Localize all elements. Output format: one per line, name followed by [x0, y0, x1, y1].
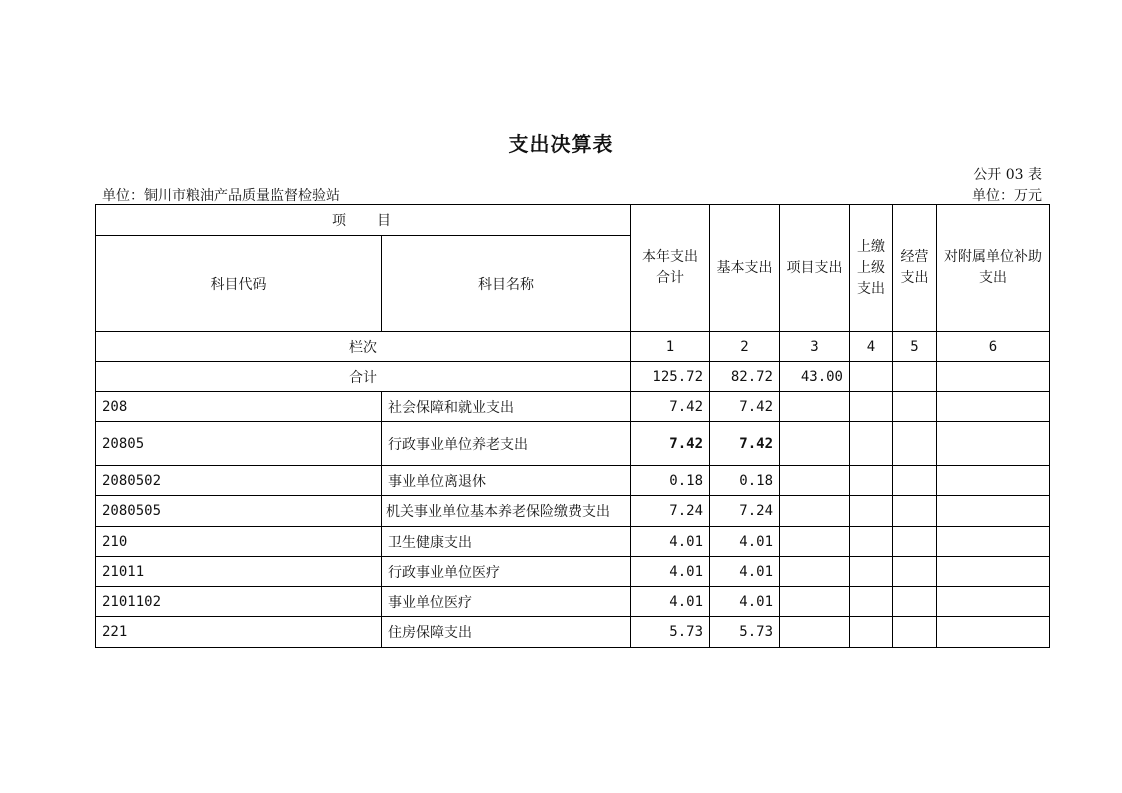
total-cell: 0.18	[631, 466, 710, 496]
business-cell	[893, 466, 937, 496]
upper-cell	[850, 422, 893, 466]
table-row	[96, 587, 1050, 617]
table-row	[96, 422, 1050, 466]
upper-cell	[850, 557, 893, 587]
subsidy-cell	[937, 557, 1050, 587]
subsidy-cell	[937, 362, 1050, 392]
col-row-label: 栏次	[96, 332, 631, 362]
name-cell: 事业单位离退休	[382, 466, 631, 496]
upper-cell	[850, 527, 893, 557]
header-name: 科目名称	[382, 236, 631, 332]
name-cell: 行政事业单位养老支出	[382, 422, 631, 466]
business-cell	[893, 496, 937, 527]
basic-cell: 0.18	[710, 466, 780, 496]
header-upper: 上缴上级支出	[850, 205, 893, 332]
header-code: 科目代码	[96, 236, 382, 332]
business-cell	[893, 362, 937, 392]
subsidy-cell	[937, 422, 1050, 466]
col-number: 3	[780, 332, 850, 362]
total-cell: 7.42	[631, 422, 710, 466]
code-cell: 2101102	[96, 587, 382, 617]
basic-cell: 5.73	[710, 617, 780, 648]
project-cell	[780, 557, 850, 587]
total-row-label: 合计	[96, 362, 631, 392]
upper-cell	[850, 392, 893, 422]
col-number: 6	[937, 332, 1050, 362]
business-cell	[893, 587, 937, 617]
table-row	[96, 617, 1050, 648]
page-title: 支出决算表	[508, 132, 614, 156]
header-basic: 基本支出	[710, 205, 780, 332]
project-cell	[780, 587, 850, 617]
business-cell	[893, 422, 937, 466]
total-cell: 5.73	[631, 617, 710, 648]
project-cell	[780, 422, 850, 466]
basic-cell: 4.01	[710, 527, 780, 557]
unit-currency: 单位：万元	[972, 188, 1042, 204]
header-item-a: 项	[332, 213, 349, 229]
col-number: 2	[710, 332, 780, 362]
table-row	[96, 527, 1050, 557]
basic-cell: 4.01	[710, 587, 780, 617]
project-cell: 43.00	[780, 362, 850, 392]
header-item	[96, 205, 631, 236]
col-number: 5	[893, 332, 937, 362]
upper-cell	[850, 496, 893, 527]
name-cell: 卫生健康支出	[382, 527, 631, 557]
total-cell: 4.01	[631, 557, 710, 587]
code-cell: 210	[96, 527, 382, 557]
table-number: 公开 03 表	[973, 167, 1042, 183]
business-cell	[893, 392, 937, 422]
total-cell: 7.42	[631, 392, 710, 422]
code-cell: 21011	[96, 557, 382, 587]
name-cell: 机关事业单位基本养老保险缴费支出	[382, 496, 631, 527]
total-cell: 4.01	[631, 587, 710, 617]
upper-cell	[850, 466, 893, 496]
business-cell	[893, 527, 937, 557]
name-cell: 事业单位医疗	[382, 587, 631, 617]
header-project: 项目支出	[780, 205, 850, 332]
project-cell	[780, 392, 850, 422]
name-cell: 行政事业单位医疗	[382, 557, 631, 587]
expenditure-table	[95, 204, 1050, 648]
name-cell: 住房保障支出	[382, 617, 631, 648]
project-cell	[780, 527, 850, 557]
header-total: 本年支出合计	[631, 205, 710, 332]
code-cell: 2080502	[96, 466, 382, 496]
subsidy-cell	[937, 466, 1050, 496]
table-row	[96, 496, 1050, 527]
project-cell	[780, 466, 850, 496]
subsidy-cell	[937, 496, 1050, 527]
unit-organization: 单位：铜川市粮油产品质量监督检验站	[102, 188, 340, 204]
col-number: 1	[631, 332, 710, 362]
table-row	[96, 392, 1050, 422]
header-item-b: 目	[377, 213, 394, 229]
project-cell	[780, 496, 850, 527]
upper-cell	[850, 587, 893, 617]
business-cell	[893, 557, 937, 587]
subsidy-cell	[937, 527, 1050, 557]
header-business: 经营支出	[893, 205, 937, 332]
subsidy-cell	[937, 617, 1050, 648]
upper-cell	[850, 617, 893, 648]
header-subsidy: 对附属单位补助支出	[937, 205, 1050, 332]
basic-cell: 7.42	[710, 422, 780, 466]
code-cell: 2080505	[96, 496, 382, 527]
total-cell: 7.24	[631, 496, 710, 527]
subsidy-cell	[937, 587, 1050, 617]
col-number: 4	[850, 332, 893, 362]
project-cell	[780, 617, 850, 648]
table-row	[96, 557, 1050, 587]
basic-cell: 82.72	[710, 362, 780, 392]
basic-cell: 7.42	[710, 392, 780, 422]
total-cell: 4.01	[631, 527, 710, 557]
upper-cell	[850, 362, 893, 392]
name-cell: 社会保障和就业支出	[382, 392, 631, 422]
code-cell: 221	[96, 617, 382, 648]
code-cell: 208	[96, 392, 382, 422]
business-cell	[893, 617, 937, 648]
total-cell: 125.72	[631, 362, 710, 392]
basic-cell: 7.24	[710, 496, 780, 527]
subsidy-cell	[937, 392, 1050, 422]
code-cell: 20805	[96, 422, 382, 466]
table-row	[96, 466, 1050, 496]
basic-cell: 4.01	[710, 557, 780, 587]
